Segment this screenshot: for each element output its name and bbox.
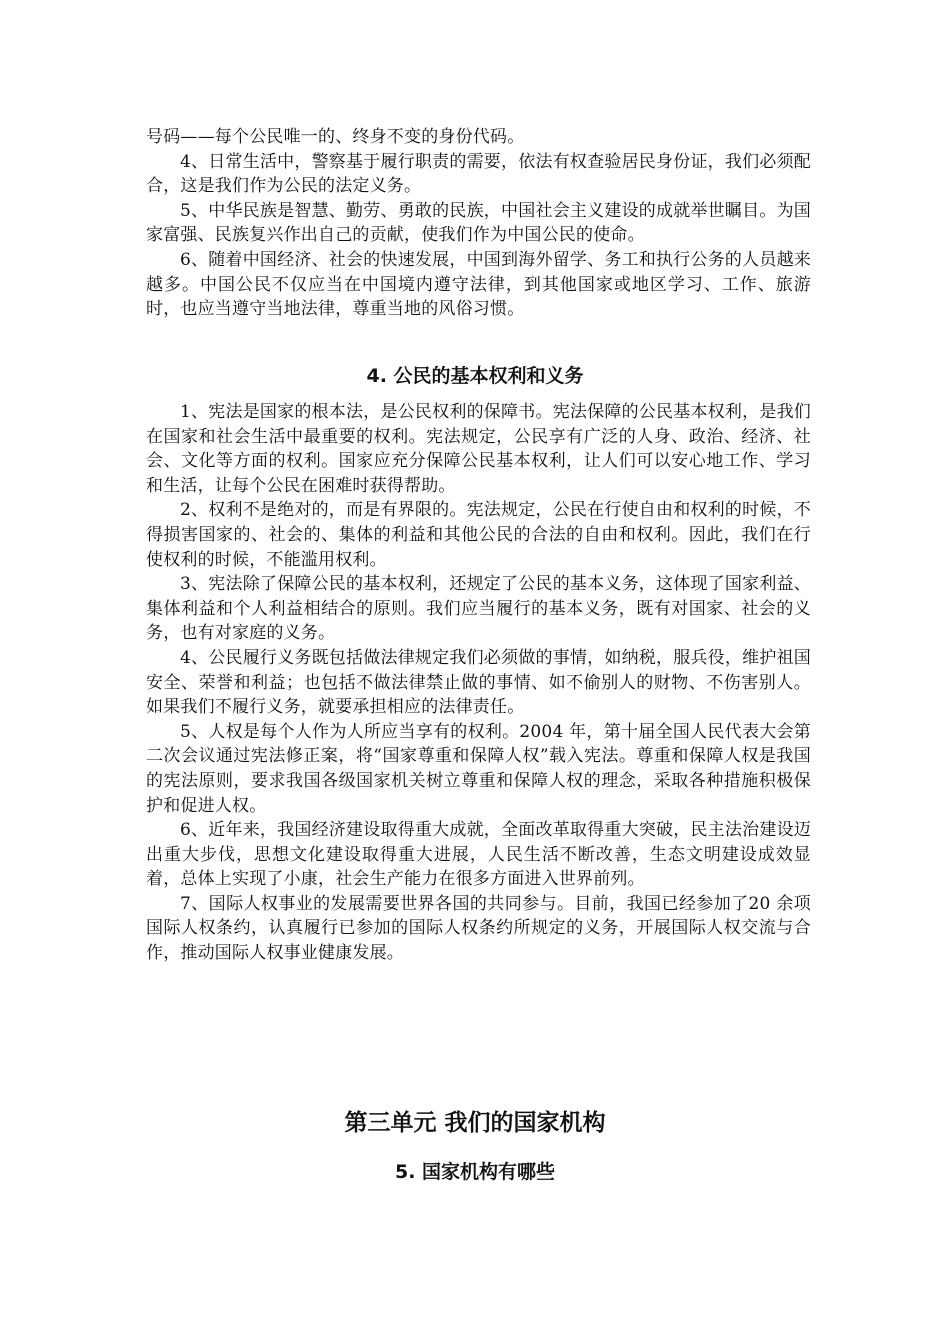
paragraph-constitution: 1、宪法是国家的根本法，是公民权利的保障书。宪法保障的公民基本权利，是我们在国家和社会生活中最重要的权利。宪法规定，公民享有广泛的人身、政治、经济、社会、文化等方面的权利。国家应充分保障公民基本权利，让人们可以安心地工作、学习和生活，让每个公民在困难时获得帮助。 [146, 402, 811, 496]
chapter-title-state-organs: 5. 国家机构有哪些 [394, 1161, 556, 1183]
paragraph-id-number-continuation: 号码——每个公民唯一的、终身不变的身份代码。 [146, 127, 525, 147]
paragraph-police-check: 4、日常生活中，警察基于履行职责的需要，依法有权查验居民身份证，我们必须配合，这是我们作为公民的法定义务。 [146, 151, 811, 197]
paragraph-overseas-law: 6、随着中国经济、社会的快速发展，中国到海外留学、务工和执行公务的人员越来越多。中国公民不仅应当在中国境内遵守法律，到其他国家或地区学习、工作、旅游时，也应当遵守当地法律，尊重当地的风俗习惯。 [146, 249, 811, 320]
paragraph-national-mission: 5、中华民族是智慧、勤劳、勇敢的民族，中国社会主义建设的成就举世瞩目。为国家富强、民族复兴作出自己的贡献，使我们作为中国公民的使命。 [146, 200, 811, 246]
continuation-text-block [146, 125, 811, 322]
paragraph-achievements: 6、近年来，我国经济建设取得重大成就，全面改革取得重大突破，民主法治建设迈出重大步伐，思想文化建设取得重大进展，人民生活不断改善，生态文明建设成效显着，总体上实现了小康，社会生产能力在很多方面进入世界前列。 [146, 820, 811, 890]
paragraph-international-rights: 7、国际人权事业的发展需要世界各国的共同参与。目前，我国已经参加了20 余项国际人权条约，认真履行已参加的国际人权条约所规定的义务，开展国际人权交流与合作，推动国际人权事业健康发展。 [146, 893, 811, 964]
paragraph-fulfilling-duties: 4、公民履行义务既包括做法律规定我们必须做的事情，如纳税，服兵役，维护祖国安全、荣誉和利益；也包括不做法律禁止做的事情、如不偷别人的财物、不伤害别人。如果我们不履行义务，就要承担相应的法律责任。 [146, 647, 811, 718]
paragraph-rights-limits: 2、权利不是绝对的，而是有界限的。宪法规定，公民在行使自由和权利的时候，不得损害国家的、社会的、集体的利益和其他公民的合法的自由和权利。因此，我们在行使权利的时候，不能滥用权利。 [146, 500, 811, 570]
paragraph-basic-duties: 3、宪法除了保障公民的基本权利，还规定了公民的基本义务，这体现了国家利益、集体利益和个人利益相结合的原则。我们应当履行的基本义务，既有对国家、社会的义务，也有对家庭的义务。 [146, 574, 811, 644]
section-title-rights-duties: 4. 公民的基本权利和义务 [366, 365, 584, 387]
paragraph-human-rights: 5、人权是每个人作为人所应当享有的权利。2004 年，第十届全国人民代表大会第二次会议通过宪法修正案，将“国家尊重和保障人权”载入宪法。尊重和保障人权是我国的宪法原则，要求我国各级国家机关树立尊重和保障人权的理念，采取各种措施积极保护和促进人权。 [146, 721, 811, 816]
rights-duties-text-block [146, 400, 811, 966]
unit-title: 第三单元 我们的国家机构 [344, 1110, 606, 1136]
